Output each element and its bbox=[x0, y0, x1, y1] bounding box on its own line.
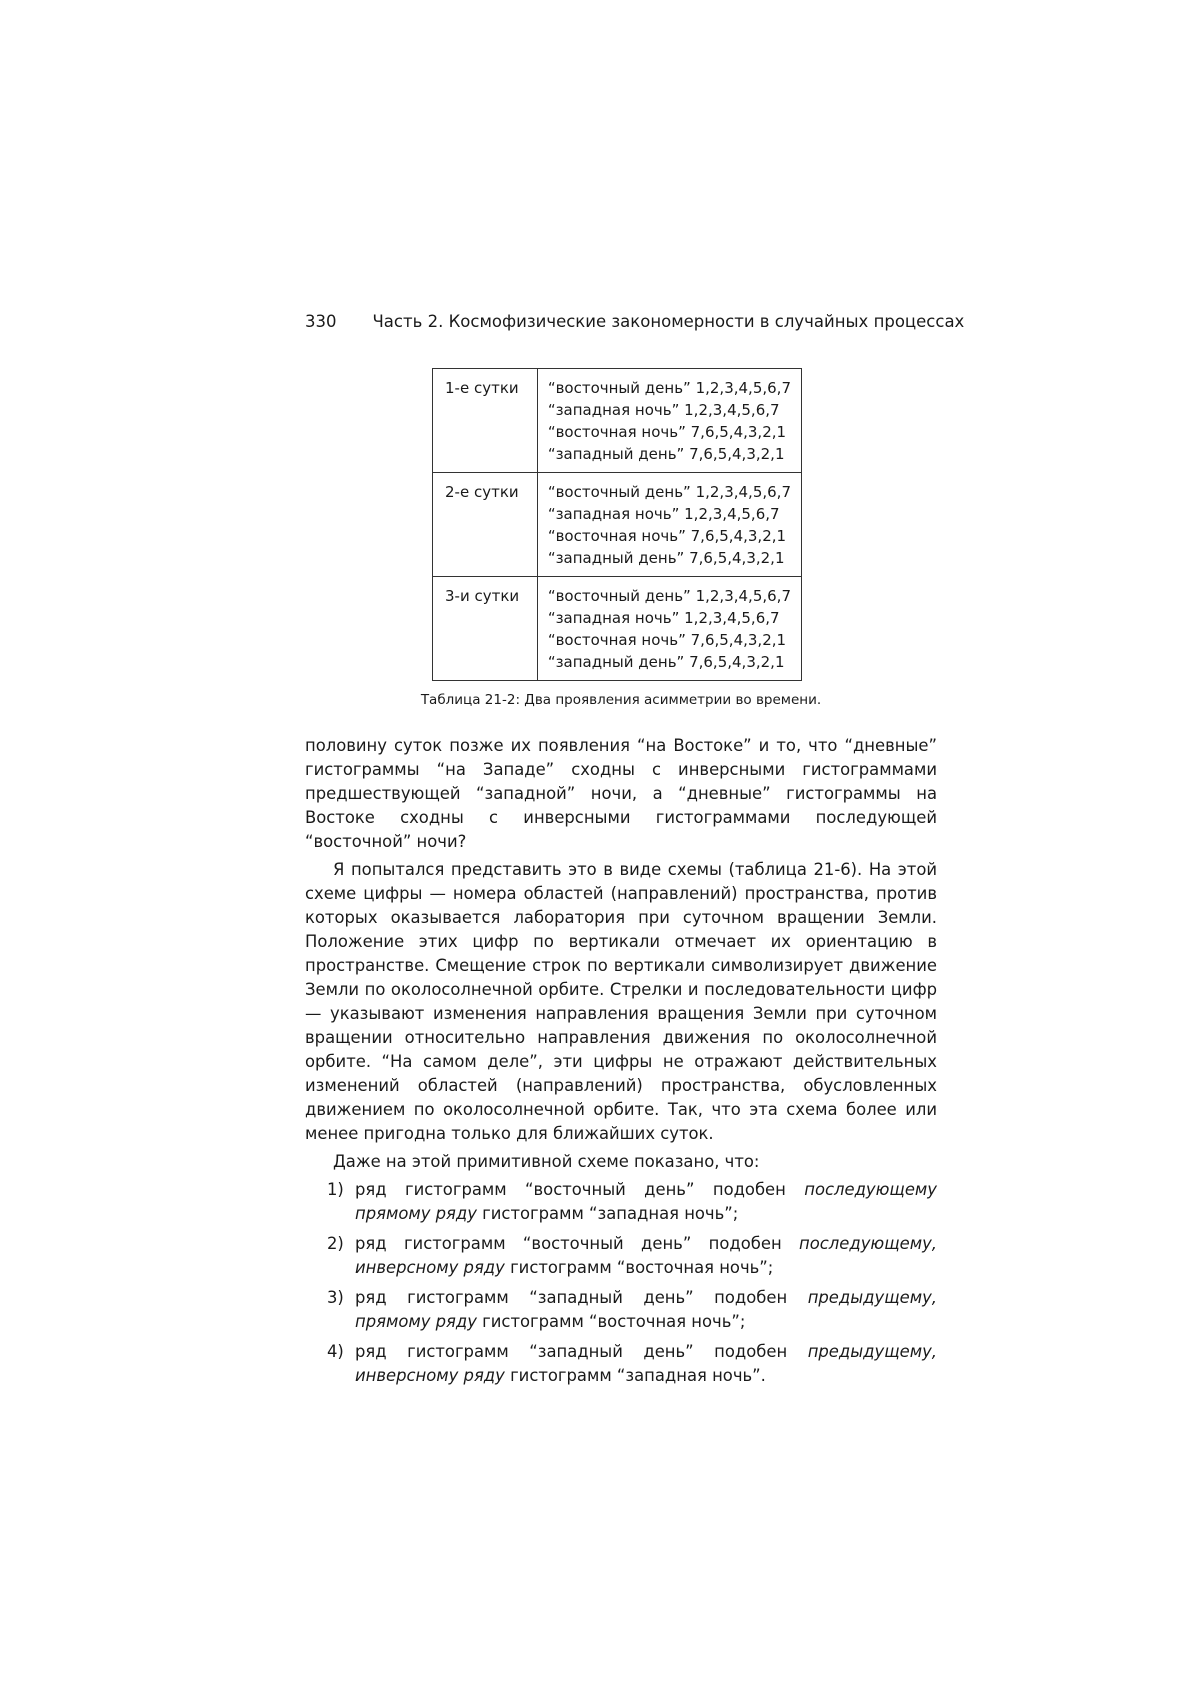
page-header bbox=[305, 312, 965, 331]
list-item-text: ряд гистограмм “восточный день” подобен bbox=[355, 1180, 805, 1199]
paragraph: Я попытался представить это в виде схемы (таблица 21-6). На этой схеме цифры — номера областей (направлений) пространства, против которых оказывается лаборатория при суточном вращении Земли. Положение этих цифр по вертикали отмечает их ориентацию в пространстве. Смещение строк по вертикали символизирует движение Земли по околосолнечной орбите. Стрелки и последовательности цифр — указывают изменения направления вращения Земли при суточном вращении относительно направления движения по околосолнечной орбите. “На самом деле”, эти цифры не отражают действительных изменений областей (направлений) пространства, обусловленных движением по околосолнечной орбите. Так, что эта схема более или менее пригодна только для ближайших суток. bbox=[305, 860, 937, 1143]
list-item-emphasis: предыдущему, прямому ряду bbox=[355, 1288, 937, 1331]
list-item-text: гистограмм “восточная ночь”; bbox=[476, 1312, 746, 1331]
sequence-line: “восточная ночь” 7,6,5,4,3,2,1 bbox=[547, 527, 787, 545]
paragraph: половину суток позже их появления “на Востоке” и то, что “дневные” гистограммы “на Западе” сходны с инверсными гистограммами предшествующей “западной” ночи, а “дневные” гистограммы на Востоке сходны с инверсными гистограммами последующей “восточной” ночи? bbox=[305, 736, 937, 851]
body-text bbox=[305, 734, 937, 1394]
table-row bbox=[433, 577, 802, 681]
page-number: 330 bbox=[305, 312, 337, 331]
list-item-number: 3) bbox=[327, 1288, 344, 1307]
day-label: 3-и сутки bbox=[433, 577, 538, 681]
list-item-text: ряд гистограмм “западный день” подобен bbox=[355, 1342, 808, 1361]
sequence-cell bbox=[537, 473, 801, 577]
sequence-line: “западный день” 7,6,5,4,3,2,1 bbox=[547, 445, 785, 463]
list-item-number: 1) bbox=[327, 1180, 344, 1199]
table-row bbox=[433, 473, 802, 577]
sequence-line: “восточная ночь” 7,6,5,4,3,2,1 bbox=[547, 423, 787, 441]
list-item bbox=[305, 1286, 937, 1334]
list-item-emphasis: последующему прямому ряду bbox=[355, 1180, 937, 1223]
findings-list bbox=[305, 1178, 937, 1388]
sequence-line: “западная ночь” 1,2,3,4,5,6,7 bbox=[547, 505, 780, 523]
asymmetry-table bbox=[432, 368, 802, 681]
sequence-line: “восточный день” 1,2,3,4,5,6,7 bbox=[547, 587, 791, 605]
sequence-line: “западный день” 7,6,5,4,3,2,1 bbox=[547, 549, 785, 567]
list-item-text: гистограмм “западная ночь”. bbox=[504, 1366, 766, 1385]
sequence-line: “западный день” 7,6,5,4,3,2,1 bbox=[547, 653, 785, 671]
list-item bbox=[305, 1178, 937, 1226]
list-item-emphasis: последующему, инверсному ряду bbox=[355, 1234, 937, 1277]
sequence-cell bbox=[537, 369, 801, 473]
running-title: Часть 2. Космофизические закономерности в случайных процессах bbox=[372, 312, 965, 331]
list-item-text: ряд гистограмм “западный день” подобен bbox=[355, 1288, 808, 1307]
list-item-number: 4) bbox=[327, 1342, 344, 1361]
sequence-line: “восточный день” 1,2,3,4,5,6,7 bbox=[547, 379, 791, 397]
table-caption: Таблица 21-2: Два проявления асимметрии во времени. bbox=[420, 692, 822, 708]
list-item-text: гистограмм “западная ночь”; bbox=[476, 1204, 739, 1223]
sequence-line: “восточная ночь” 7,6,5,4,3,2,1 bbox=[547, 631, 787, 649]
list-item-number: 2) bbox=[327, 1234, 344, 1253]
list-item bbox=[305, 1232, 937, 1280]
paragraph: Даже на этой примитивной схеме показано, что: bbox=[333, 1152, 760, 1171]
day-label: 2-е сутки bbox=[433, 473, 538, 577]
sequence-line: “западная ночь” 1,2,3,4,5,6,7 bbox=[547, 609, 780, 627]
sequence-line: “западная ночь” 1,2,3,4,5,6,7 bbox=[547, 401, 780, 419]
list-item bbox=[305, 1340, 937, 1388]
day-label: 1-е сутки bbox=[433, 369, 538, 473]
list-item-text: гистограмм “восточная ночь”; bbox=[504, 1258, 774, 1277]
sequence-line: “восточный день” 1,2,3,4,5,6,7 bbox=[547, 483, 791, 501]
sequence-cell bbox=[537, 577, 801, 681]
list-item-emphasis: предыдущему, инверсному ряду bbox=[355, 1342, 937, 1385]
list-item-text: ряд гистограмм “восточный день” подобен bbox=[355, 1234, 800, 1253]
table-row bbox=[433, 369, 802, 473]
